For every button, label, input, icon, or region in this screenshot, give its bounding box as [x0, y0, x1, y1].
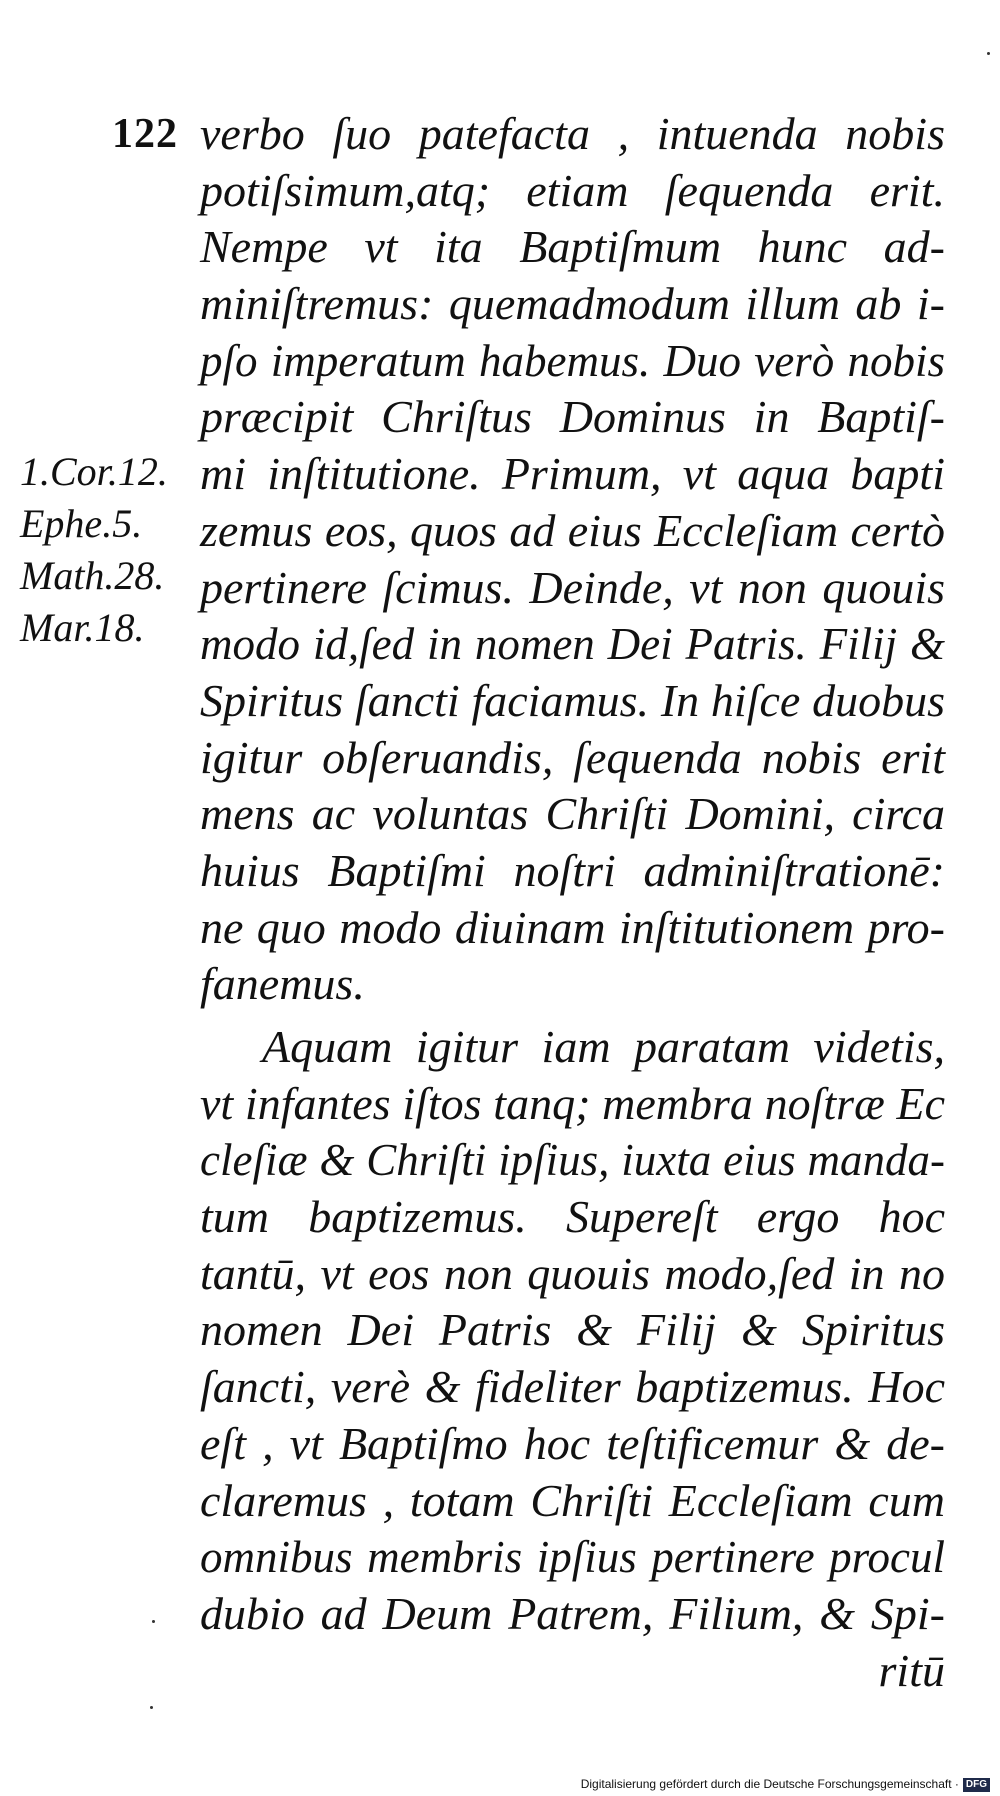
text-line: ſancti, verè & fideliter baptizemus. Hoc: [200, 1361, 945, 1413]
text-line: tum baptizemus. Supereſt ergo hoc: [200, 1191, 945, 1243]
paper-speck: [987, 52, 990, 55]
text-line: Aquam igitur iam paratam videtis,: [262, 1021, 945, 1072]
text-line: vt infantes iſtos tanq; membra noſtræ Ec: [200, 1077, 945, 1129]
text-line: huius Baptiſmi noſtri adminiſtrationē:: [200, 844, 945, 896]
text-line: omnibus membris ipſius pertinere procul: [200, 1532, 945, 1583]
text-line: eſt , vt Baptiſmo hoc teſtificemur & de-: [200, 1417, 945, 1469]
footer-text: Digitalisierung gefördert durch die Deutsche Forschungsgemeinschaft ·: [580, 1777, 959, 1791]
margin-note: Ephe.5.: [20, 501, 143, 546]
text-line: miniſtremus: quemadmodum illum ab i-: [200, 278, 945, 330]
text-line: pſo imperatum habemus. Duo verò nobis: [200, 335, 945, 386]
text-line: verbo ſuo patefacta , intuenda nobis: [200, 108, 945, 159]
paper-speck: [150, 1706, 153, 1709]
text-line: nomen Dei Patris & Filij & Spiritus: [200, 1304, 945, 1356]
text-line: Spiritus ſancti faciamus. In hiſce duobus: [200, 674, 945, 726]
text-line: mi inſtitutione. Primum, vt aqua bapti: [200, 448, 945, 500]
paragraph-2: [200, 1019, 945, 1699]
paper-speck: [152, 1620, 155, 1623]
margin-note: Math.28.: [20, 553, 165, 598]
text-line: claremus , totam Chriſti Eccleſiam cum: [200, 1474, 945, 1526]
dfg-logo: DFG: [963, 1778, 990, 1792]
text-line: modo id,ſed in nomen Dei Patris. Filij &: [200, 619, 945, 670]
text-line: potiſsimum,atq; etiam ſequenda erit.: [200, 164, 945, 216]
margin-note: Mar.18.: [20, 605, 145, 650]
text-line: pertinere ſcimus. Deinde, vt non quouis: [200, 561, 945, 613]
text-line: igitur obſeruandis, ſequenda nobis erit: [200, 731, 945, 783]
text-line: zemus eos, quos ad eius Eccleſiam certò: [200, 504, 945, 556]
digitization-footer: [581, 1776, 990, 1792]
margin-notes: [20, 446, 190, 654]
catchword: ritū: [878, 1644, 945, 1696]
text-line: mens ac voluntas Chriſti Domini, circa: [200, 788, 945, 840]
text-line: ne quo modo diuinam inſtitutionem pro-: [200, 901, 945, 953]
paragraph-1: [200, 106, 945, 1013]
text-line: Nempe vt ita Baptiſmum hunc ad-: [200, 221, 945, 273]
text-line: præcipit Chriſtus Dominus in Baptiſ-: [200, 391, 945, 443]
text-line: fanemus.: [200, 958, 365, 1010]
text-line: cleſiæ & Chriſti ipſius, iuxta eius manda-: [200, 1135, 945, 1186]
main-text: [200, 106, 945, 1699]
page-number: 122: [112, 111, 178, 157]
text-line: dubio ad Deum Patrem, Filium, & Spi-: [200, 1587, 945, 1639]
margin-note: 1.Cor.12.: [20, 449, 168, 494]
text-line: tantū, vt eos non quouis modo,ſed in no: [200, 1247, 945, 1299]
